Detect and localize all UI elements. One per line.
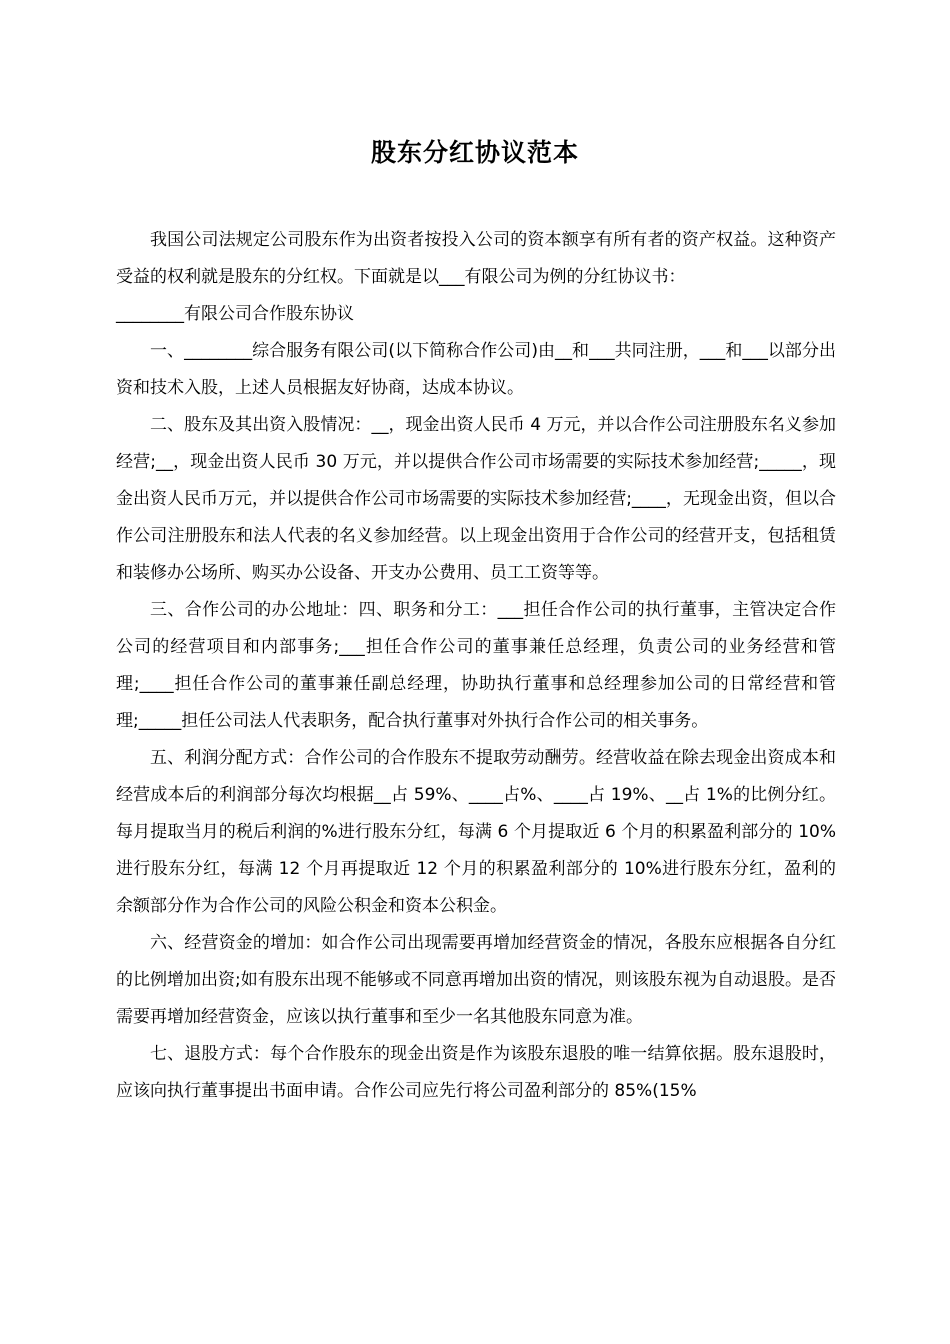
paragraph-agreement-heading: ________有限公司合作股东协议 bbox=[116, 304, 354, 324]
paragraph-clause-2: 二、股东及其出资入股情况：__，现金出资人民币 4 万元，并以合作公司注册股东名义参加经营;__，现金出资人民币 30 万元，并以提供合作公司市场需要的实际技术参加经营;_____，现金出资人民币万元，并以提供合作公司市场需要的实际技术参加经营;____，无现金出资，但以合作公司注册股东和法人代表的名义参加经营。以上现金出资用于合作公司的经营开支，包括租赁和装修办公场所、购买办公设备、开支办公费用、员工工资等等。 bbox=[116, 415, 836, 583]
document-body bbox=[116, 222, 836, 1110]
paragraph-clause-6: 六、经营资金的增加：如合作公司出现需要再增加经营资金的情况，各股东应根据各自分红的比例增加出资;如有股东出现不能够或不同意再增加出资的情况，则该股东视为自动退股。是否需要再增加经营资金，应该以执行董事和至少一名其他股东同意为准。 bbox=[116, 933, 836, 1027]
document-title: 股东分红协议范本 bbox=[370, 138, 579, 167]
paragraph-clause-7: 七、退股方式：每个合作股东的现金出资是作为该股东退股的唯一结算依据。股东退股时，应该向执行董事提出书面申请。合作公司应先行将公司盈利部分的 85%(15% bbox=[116, 1044, 836, 1101]
paragraph-clause-5: 五、利润分配方式：合作公司的合作股东不提取劳动酬劳。经营收益在除去现金出资成本和经营成本后的利润部分每次均根据__占 59%、____占%、____占 19%、__占 1%的比例分红。每月提取当月的税后利润的%进行股东分红，每满 6 个月提取近 6 个月的积累盈利部分的 10%进行股东分红，每满 12 个月再提取近 12 个月的积累盈利部分的 10%进行股东分红，盈利的余额部分作为合作公司的风险公积金和资本公积金。 bbox=[116, 748, 836, 916]
paragraph-intro: 我国公司法规定公司股东作为出资者按投入公司的资本额享有所有者的资产权益。这种资产受益的权利就是股东的分红权。下面就是以___有限公司为例的分红协议书： bbox=[116, 230, 836, 287]
paragraph-clause-1: 一、________综合服务有限公司(以下简称合作公司)由__和___共同注册，___和___以部分出资和技术入股，上述人员根据友好协商，达成本协议。 bbox=[116, 341, 836, 398]
paragraph-clause-3-4: 三、合作公司的办公地址：四、职务和分工：___担任合作公司的执行董事，主管决定合作公司的经营项目和内部事务;___担任合作公司的董事兼任总经理，负责公司的业务经营和管理;____担任合作公司的董事兼任副总经理，协助执行董事和总经理参加公司的日常经营和管理;_____担任公司法人代表职务，配合执行董事对外执行合作公司的相关事务。 bbox=[116, 600, 836, 731]
